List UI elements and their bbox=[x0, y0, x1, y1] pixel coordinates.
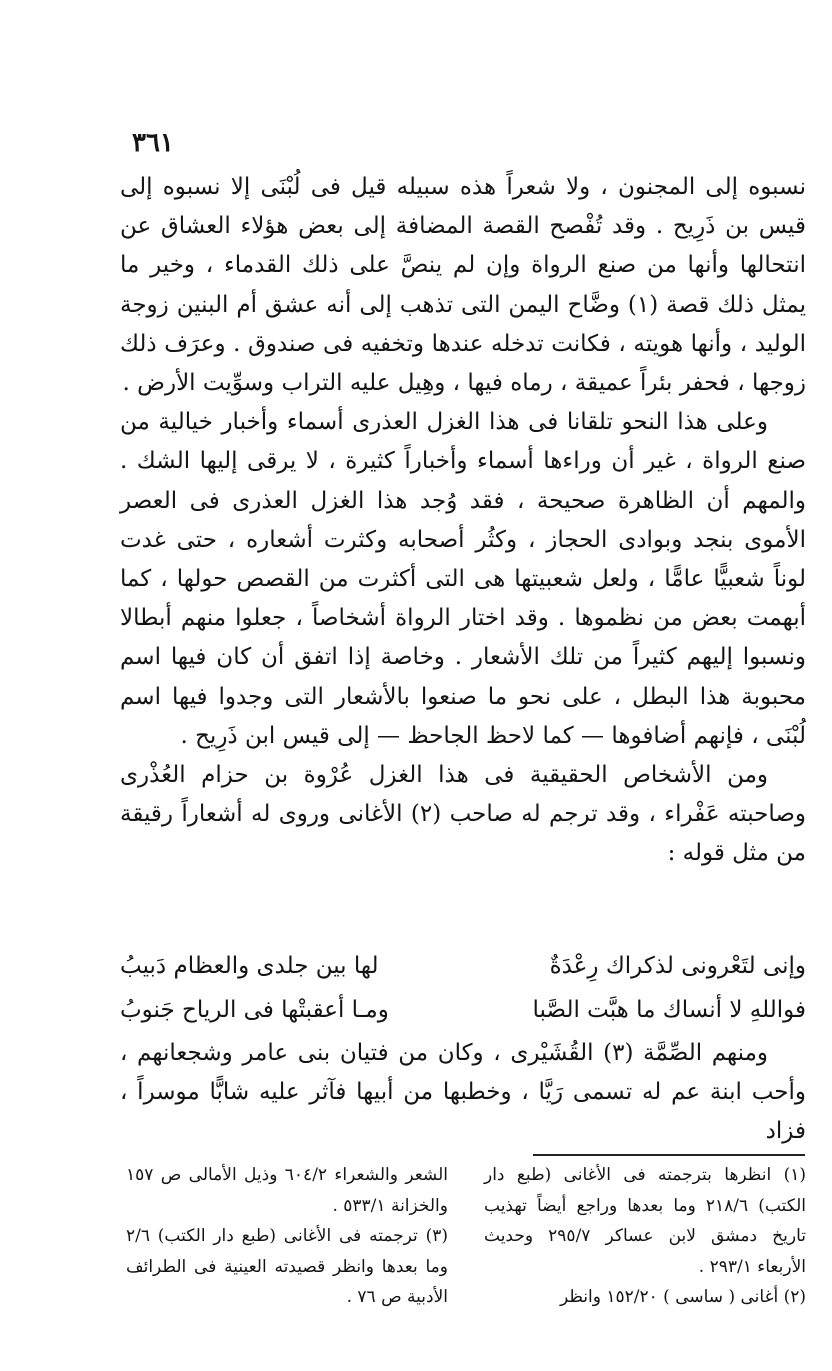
footnote-2-continued: الشعر والشعراء ٦٠٤/٢ وذيل الأمالى ص ١٥٧ والخزانة ٥٣٣/١ . bbox=[126, 1165, 448, 1216]
footnote-separator bbox=[533, 1154, 805, 1156]
verse-second-hemistich: لها بين جلدى والعظام دَبيبُ bbox=[120, 953, 379, 979]
paragraph-3: ومن الأشخاص الحقيقية فى هذا الغزل عُرْوة بن حزام العُذْرى وصاحبته عَفْراء ، وقد ترجم له صاحب (٢) الأغانى وروى له أشعاراً رقيقة من مثل قوله : bbox=[120, 762, 807, 867]
verse-second-hemistich: ومـا أعقبتْها فى الرياح جَنوبُ bbox=[120, 997, 389, 1023]
verse-line bbox=[120, 944, 806, 988]
paragraph-4: ومنهم الصِّمَّة (٣) القُشَيْرى ، وكان من فتيان بنى عامر وشجعانهم ، وأحب ابنة عم له تسمى رَيَّا ، وخطبها من أبيها فآثر عليه شابًّا موسراً ، فزاد bbox=[120, 1040, 806, 1145]
footnotes bbox=[126, 1160, 806, 1313]
paragraph-1: نسبوه إلى المجنون ، ولا شعراً هذه سبيله قيل فى لُبْنَى إلا نسبوه إلى قيس بن ذَرِيح . وقد تُفْصح القصة المضافة إلى بعض هؤلاء العشاق عن انتحالها وأنها من صنع الرواة وإن لم ينصَّ على ذلك القدماء ، وخير ما يمثل ذلك قصة (١) وضَّاح اليمن التى تذهب إلى أنه عشق أم البنين زوجة الوليد ، وأنها هويته ، فكانت تدخله عندها وتخفيه فى صندوق . وعرَف ذلك زوجها ، فحفر بئراً عميقة ، رماه فيها ، وهِيل عليه التراب وسوِّيت الأرض . bbox=[120, 174, 806, 397]
body-text bbox=[120, 168, 806, 874]
footnote-3: (٣) ترجمته فى الأغانى (طبع دار الكتب) ٢/٦ وما بعدها وانظر قصيدته العينية فى الطرائف الأدبية ص ٧٦ . bbox=[126, 1226, 448, 1307]
footnote-1: (١) انظرها بترجمته فى الأغانى (طبع دار الكتب) ٢١٨/٦ وما بعدها وراجع أيضاً تهذيب تاريخ دمشق لابن عساكر ٢٩٥/٧ وحديث الأربعاء ٢٩٣/١ . bbox=[484, 1165, 806, 1277]
footnotes-right-column bbox=[484, 1160, 806, 1313]
paragraph-2: وعلى هذا النحو تلقانا فى هذا الغزل العذرى أسماء وأخبار خيالية من صنع الرواة ، غير أن وراءها أسماء وأخباراً كثيرة ، لا يرقى إليها الشك . والمهم أن الظاهرة صحيحة ، فقد وُجد هذا الغزل العذرى فى العصر الأموى بنجد وبوادى الحجاز ، وكثُر أصحابه وكثرت أشعاره ، حتى غدت لوناً شعبيًّا عامًّا ، ولعل شعبيتها هى التى أكثرت من القصص حولها ، كما أبهمت بعض من نظموها . وقد اختار الرواة أشخاصاً ، جعلوا منهم أبطالا ونسبوا إليهم كثيراً من تلك الأشعار . وخاصة إذا اتفق أن كان فيها اسم محبوبة هذا البطل ، على نحو ما صنعوا بالأشعار التى وجدوا فيها اسم لُبْنَى ، فإنهم أضافوها — كما لاحظ الجاحظ — إلى قيس ابن ذَرِيح . bbox=[120, 409, 806, 749]
poem-verses bbox=[120, 944, 806, 1032]
verse-first-hemistich: وإنى لتَعْرونى لذكراك رِعْدَةٌ bbox=[549, 953, 806, 979]
body-text-after-verses bbox=[120, 1034, 806, 1152]
verse-line bbox=[120, 988, 806, 1032]
verse-first-hemistich: فواللهِ لا أنساك ما هبَّت الصَّبا bbox=[532, 997, 806, 1023]
footnote-2: (٢) أغانى ( ساسى ) ١٥٢/٢٠ وانظر bbox=[559, 1287, 806, 1307]
page-number: ٣٦١ bbox=[132, 128, 174, 158]
footnotes-left-column bbox=[126, 1160, 448, 1313]
